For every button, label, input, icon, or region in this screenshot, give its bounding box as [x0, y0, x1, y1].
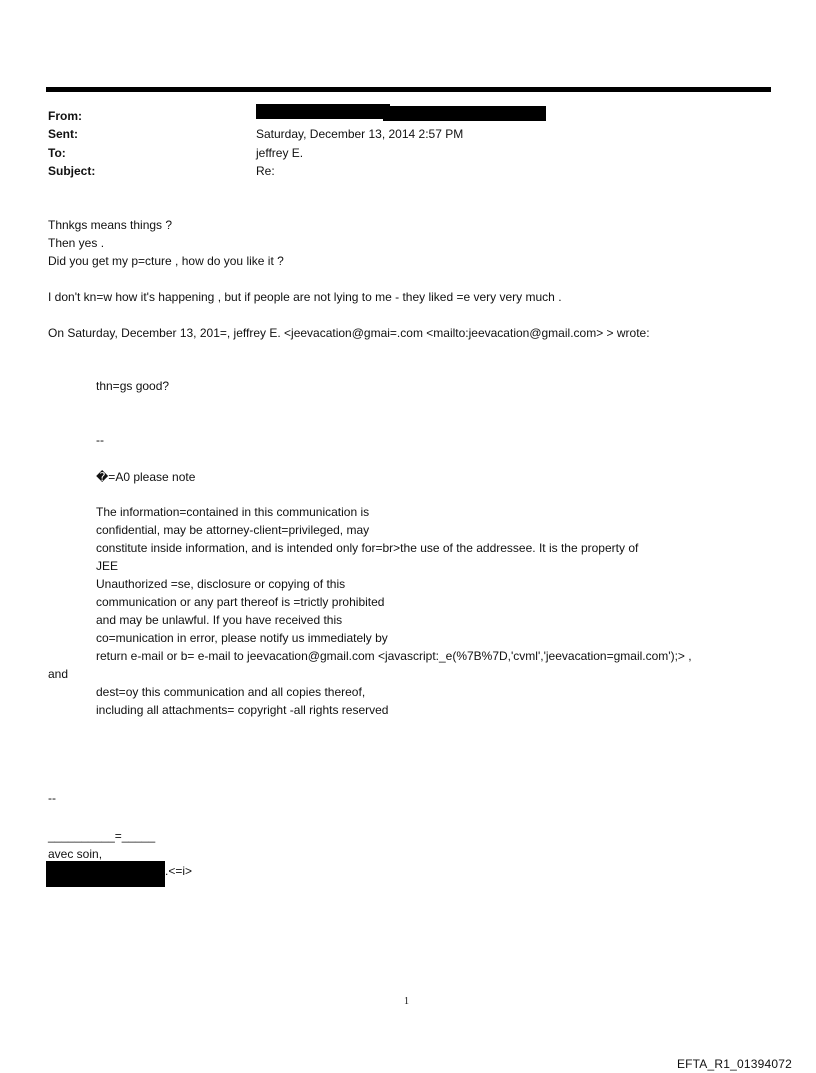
disclaimer-line: co=munication in error, please notify us immediately by — [96, 631, 388, 645]
disclaimer-line: confidential, may be attorney-client=privileged, may — [96, 523, 370, 537]
disclaimer-line: The information=contained in this communication is — [96, 505, 370, 519]
disclaimer-line: including all attachments= copyright -all rights reserved — [96, 703, 389, 717]
disclaimer-and: and — [48, 667, 69, 681]
to-label: To: — [48, 146, 66, 160]
body-line: Then yes . — [48, 236, 105, 250]
document-id: EFTA_R1_01394072 — [676, 1057, 792, 1071]
signature-dash: -- — [48, 791, 56, 805]
disclaimer-line: return e-mail or b= e-mail to jeevacation@gmail.com <javascript:_e(%7B%7D,'cvml','jeevacation=gmail.com');> , — [96, 649, 692, 663]
signature-closing: avec soin, — [48, 847, 103, 861]
subject-value: Re: — [256, 164, 275, 178]
body-line: I don't kn=w how it's happening , but if people are not lying to me - they liked =e very very much . — [48, 290, 562, 304]
signature-redaction — [46, 861, 165, 887]
header-rule — [46, 87, 771, 92]
sent-value: Saturday, December 13, 2014 2:57 PM — [256, 127, 464, 141]
signature-underline: __________=_____ — [48, 829, 156, 843]
from-label: From: — [48, 109, 82, 123]
quoted-line: thn=gs good? — [96, 379, 170, 393]
subject-label: Subject: — [48, 164, 96, 178]
disclaimer-line: and may be unlawful. If you have received this — [96, 613, 343, 627]
from-redaction-1 — [256, 104, 390, 119]
quoted-sig-dash: -- — [96, 433, 104, 447]
signature-tail: .<=i> — [165, 864, 193, 878]
body-line: Thnkgs means things ? — [48, 218, 173, 232]
body-line: Did you get my p=cture , how do you like it ? — [48, 254, 284, 268]
sent-label: Sent: — [48, 127, 78, 141]
disclaimer-line: dest=oy this communication and all copies thereof, — [96, 685, 366, 699]
page-number: 1 — [404, 996, 409, 1007]
from-redaction-2 — [383, 106, 546, 121]
disclaimer-line: communication or any part thereof is =trictly prohibited — [96, 595, 385, 609]
disclaimer-line: Unauthorized =se, disclosure or copying of this — [96, 577, 346, 591]
disclaimer-line: constitute inside information, and is intended only for=br>the use of the addressee. It is the property of — [96, 541, 639, 555]
quote-attribution: On Saturday, December 13, 201=, jeffrey E. <jeevacation@gmai=.com <mailto:jeevacation@gmail.com> > wrote: — [48, 326, 650, 340]
disclaimer-line: JEE — [96, 559, 119, 573]
to-value: jeffrey E. — [256, 146, 304, 160]
quoted-note: �=A0 please note — [96, 470, 196, 484]
